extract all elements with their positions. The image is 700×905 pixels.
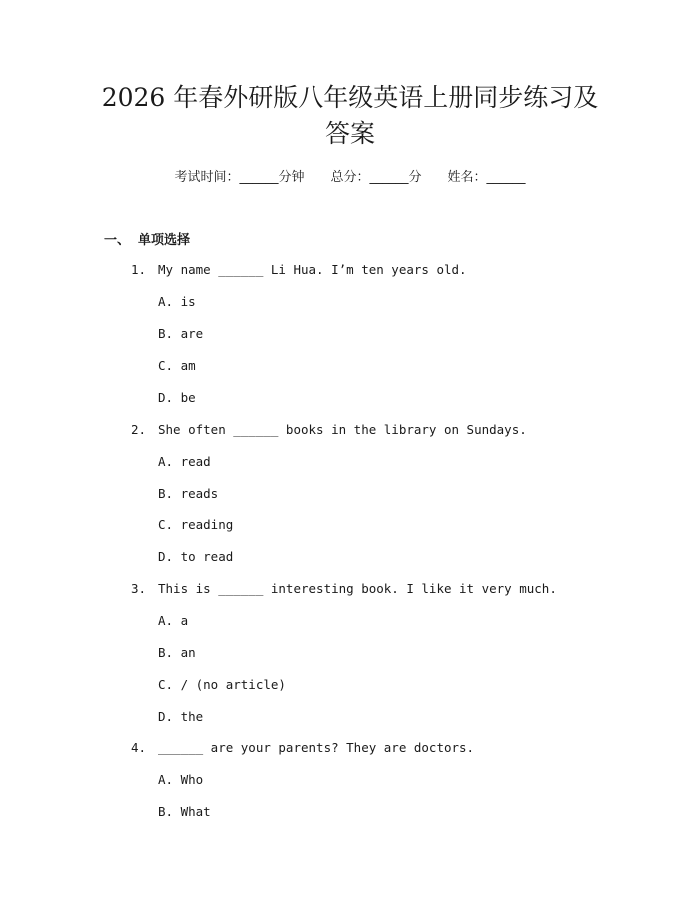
question-text: This is ______ interesting book. I like it very much.	[158, 581, 557, 596]
question-number: 1.	[131, 262, 147, 277]
answer-option: D. the	[158, 709, 204, 724]
title-line-2: 答案	[324, 119, 375, 148]
question-text: My name ______ Li Hua. I’m ten years old.	[158, 262, 467, 277]
question-number: 2.	[131, 422, 147, 437]
document-title	[60, 80, 640, 152]
answer-option: C. reading	[158, 517, 234, 532]
answer-option: B. are	[158, 326, 204, 341]
student-name-label: 姓名：______	[447, 170, 526, 185]
question-number: 3.	[131, 581, 147, 596]
question-text: ______ are your parents? They are doctors.	[158, 740, 475, 755]
answer-option: B. reads	[158, 486, 219, 501]
answer-option: A. Who	[158, 772, 204, 787]
title-line-1: 2026 年春外研版八年级英语上册同步练习及	[101, 83, 599, 112]
answer-option: B. What	[158, 804, 211, 819]
section-title: 单项选择	[138, 233, 191, 248]
exam-meta	[0, 169, 700, 187]
answer-option: D. be	[158, 390, 196, 405]
section-number: 一、	[104, 233, 131, 248]
answer-option: A. a	[158, 613, 189, 628]
total-score-label: 总分：______分	[330, 170, 422, 185]
answer-option: C. am	[158, 358, 196, 373]
answer-option: C. / (no article)	[158, 677, 286, 692]
answer-option: B. an	[158, 645, 196, 660]
section-heading	[104, 229, 190, 248]
question-text: She often ______ books in the library on Sundays.	[158, 422, 527, 437]
exam-time-label: 考试时间：______分钟	[174, 170, 305, 185]
question-number: 4.	[131, 740, 147, 755]
answer-option: A. read	[158, 454, 211, 469]
answer-option: A. is	[158, 294, 196, 309]
answer-option: D. to read	[158, 549, 234, 564]
